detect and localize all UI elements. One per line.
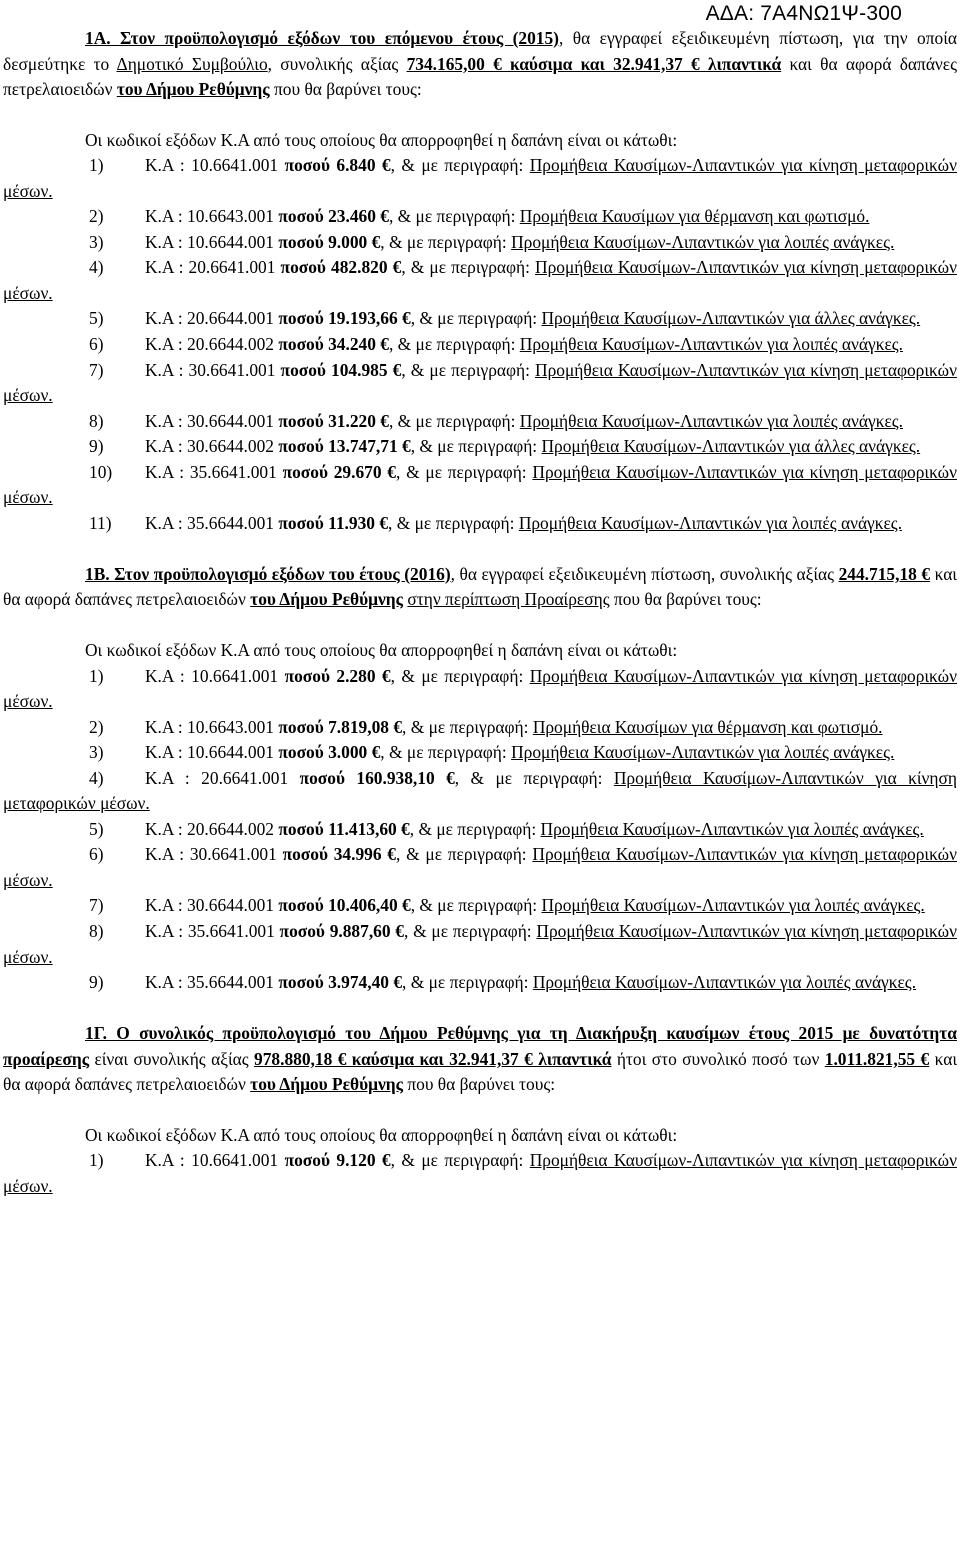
item-code: Κ.Α : 35.6644.001 (145, 512, 274, 533)
section-a-heading (3, 26, 957, 103)
item-description: Προμήθεια Καυσίμων-Λιπαντικών για κίνηση μεταφορικών μέσων. (3, 665, 957, 712)
item-label: , & με περιγραφή: (396, 844, 533, 865)
item-number: 6) (89, 844, 104, 865)
item-label: , & με περιγραφή: (402, 716, 533, 737)
item-amount: ποσού 34.240 € (278, 334, 389, 355)
section-b-intro: Οι κωδικοί εξόδων Κ.Α από τους οποίους θα απορροφηθεί η δαπάνη είναι οι κάτωθι: (85, 639, 678, 660)
item-number: 3) (89, 742, 104, 763)
item-amount: ποσού 9.120 € (284, 1150, 391, 1171)
section-c-list (3, 1148, 957, 1199)
item-code: Κ.Α : 20.6644.002 (145, 334, 274, 355)
item-amount: ποσού 13.747,71 € (278, 436, 411, 457)
item-label: , & με περιγραφή: (404, 921, 537, 941)
item-amount: ποσού 29.670 € (282, 461, 396, 482)
item-label: , & με περιγραφή: (388, 206, 520, 227)
budget-code-item (3, 255, 957, 306)
item-number: 5) (89, 308, 104, 329)
item-label: , & με περιγραφή: (402, 972, 533, 993)
item-code: Κ.Α : 20.6641.001 (145, 767, 289, 788)
budget-code-item (3, 230, 957, 256)
item-label: , & με περιγραφή: (410, 436, 542, 457)
item-label: , & με περιγραφή: (380, 742, 512, 763)
section-c-text: και θα αφορά δαπάνες πετρελαιοειδών (3, 1048, 958, 1095)
item-code: Κ.Α : 10.6644.001 (145, 742, 274, 763)
item-label: , & με περιγραφή: (390, 155, 530, 176)
item-amount: ποσού 7.819,08 € (278, 716, 403, 737)
item-amount: ποσού 2.280 € (284, 665, 391, 686)
section-b-list (3, 664, 957, 996)
option-clause: στην περίπτωση Προαίρεσης (407, 589, 610, 610)
item-amount: ποσού 104.985 € (280, 359, 402, 380)
item-label: , & με περιγραφή: (410, 895, 542, 916)
item-code: Κ.Α : 10.6641.001 (145, 1150, 279, 1171)
item-number: 6) (89, 334, 104, 355)
budget-code-item (3, 893, 957, 919)
item-number: 7) (89, 359, 104, 380)
budget-code-item (3, 817, 957, 843)
section-c-text: που θα βαρύνει τους: (403, 1074, 556, 1095)
section-a-text: και θα αφορά δαπάνες πετρελαιοειδών (3, 53, 957, 100)
budget-code-item (3, 204, 957, 230)
item-label: , & με περιγραφή: (390, 665, 530, 686)
item-amount: ποσού 34.996 € (282, 844, 396, 865)
budget-code-item (3, 153, 957, 204)
item-amount: ποσού 23.460 € (278, 206, 389, 227)
budget-code-item (3, 1148, 957, 1199)
item-code: Κ.Α : 20.6644.002 (145, 818, 274, 839)
budget-code-item (3, 842, 957, 893)
section-b-title: 1Β. Στον προϋπολογισμό εξόδων του έτους (2016) (85, 563, 451, 584)
item-label: , & με περιγραφή: (401, 257, 536, 278)
item-description: Προμήθεια Καυσίμων-Λιπαντικών για λοιπές ανάγκες. (519, 334, 903, 355)
budget-code-item (3, 740, 957, 766)
item-number: 11) (89, 512, 112, 533)
item-description: Προμήθεια Καυσίμων-Λιπαντικών για κίνηση μεταφορικών μέσων. (3, 921, 957, 967)
item-description: Προμήθεια Καυσίμων-Λιπαντικών για κίνηση μεταφορικών μέσων. (3, 155, 957, 201)
section-c-grand-total: 1.011.821,55 € (824, 1048, 930, 1069)
item-description: Προμήθεια Καυσίμων-Λιπαντικών για κίνηση μεταφορικών μέσων. (3, 461, 957, 508)
item-amount: ποσού 3.000 € (278, 742, 381, 763)
item-label: , & με περιγραφή: (409, 818, 541, 839)
item-description: Προμήθεια Καυσίμων-Λιπαντικών για λοιπές ανάγκες. (519, 410, 903, 431)
item-number: 2) (89, 206, 104, 227)
section-a-fuel-total: 734.165,00 € καύσιμα και 32.941,37 € λιπαντικά (406, 53, 782, 74)
item-number: 1) (89, 155, 104, 176)
item-number: 8) (89, 921, 104, 941)
item-label: , & με περιγραφή: (410, 308, 542, 329)
item-code: Κ.Α : 35.6644.001 (145, 972, 274, 993)
item-code: Κ.Α : 10.6641.001 (145, 155, 279, 176)
budget-code-item (3, 358, 957, 409)
item-description: Προμήθεια Καυσίμων-Λιπαντικών για κίνηση μεταφορικών μέσων. (3, 359, 957, 406)
item-amount: ποσού 31.220 € (278, 410, 389, 431)
item-code: Κ.Α : 10.6644.001 (145, 231, 274, 252)
item-label: , & με περιγραφή: (388, 410, 520, 431)
section-a-text: , θα εγγραφεί εξειδικευμένη πίστωση, για την οποία δεσμεύτηκε το (3, 28, 957, 74)
item-description: Προμήθεια Καυσίμων-Λιπαντικών για άλλες ανάγκες. (541, 436, 921, 457)
council-name: Δημοτικό Συμβούλιο (116, 53, 268, 74)
item-description: Προμήθεια Καυσίμων για θέρμανση και φωτισμό. (519, 206, 870, 227)
item-code: Κ.Α : 30.6644.001 (145, 895, 274, 916)
section-c-heading (3, 1021, 957, 1098)
item-code: Κ.Α : 10.6643.001 (145, 206, 274, 227)
item-code: Κ.Α : 10.6641.001 (145, 665, 279, 686)
item-label: , & με περιγραφή: (454, 767, 614, 788)
budget-code-item (3, 766, 957, 817)
item-amount: ποσού 6.840 € (284, 155, 391, 176)
budget-code-item (3, 434, 957, 460)
item-amount: ποσού 9.887,60 € (279, 921, 405, 941)
item-amount: ποσού 11.413,60 € (278, 818, 410, 839)
item-amount: ποσού 482.820 € (280, 257, 402, 278)
section-b-total: 244.715,18 € (838, 563, 931, 584)
municipality-name: του Δήμου Ρεθύμνης (250, 1074, 404, 1095)
item-number: 3) (89, 231, 104, 252)
item-code: Κ.Α : 20.6641.001 (145, 257, 276, 278)
section-b-heading (3, 562, 957, 613)
item-number: 7) (89, 895, 104, 916)
section-c-text: ήτοι στο συνολικό ποσό των (611, 1048, 825, 1069)
item-code: Κ.Α : 30.6641.001 (145, 844, 277, 865)
item-code: Κ.Α : 10.6643.001 (145, 716, 274, 737)
item-description: Προμήθεια Καυσίμων-Λιπαντικών για λοιπές ανάγκες. (511, 742, 895, 763)
section-c-intro: Οι κωδικοί εξόδων Κ.Α από τους οποίους θα απορροφηθεί η δαπάνη είναι οι κάτωθι: (85, 1124, 678, 1145)
municipality-name: του Δήμου Ρεθύμνης (116, 79, 270, 100)
item-description: Προμήθεια Καυσίμων-Λιπαντικών για κίνηση μεταφορικών μέσων. (3, 844, 957, 890)
item-amount: ποσού 11.930 € (278, 512, 389, 533)
budget-code-item (3, 970, 957, 996)
budget-code-item (3, 511, 957, 537)
section-a-text: , συνολικής αξίας (267, 53, 407, 74)
budget-code-item (3, 409, 957, 435)
budget-code-item (3, 332, 957, 358)
item-code: Κ.Α : 20.6644.001 (145, 308, 274, 329)
item-label: , & με περιγραφή: (396, 461, 533, 482)
item-description: Προμήθεια Καυσίμων-Λιπαντικών για λοιπές ανάγκες. (540, 818, 924, 839)
item-amount: ποσού 10.406,40 € (278, 895, 411, 916)
budget-code-item (3, 306, 957, 332)
budget-code-item (3, 664, 957, 715)
section-a-intro: Οι κωδικοί εξόδων Κ.Α από τους οποίους θα απορροφηθεί η δαπάνη είναι οι κάτωθι: (85, 129, 678, 150)
item-code: Κ.Α : 35.6641.001 (145, 921, 275, 941)
item-number: 4) (89, 257, 104, 278)
section-a-list (3, 153, 957, 536)
item-label: , & με περιγραφή: (388, 512, 519, 533)
budget-code-item (3, 460, 957, 511)
item-label: , & με περιγραφή: (390, 1150, 530, 1171)
section-b-text: και θα αφορά δαπάνες πετρελαιοειδών (3, 563, 957, 610)
item-code: Κ.Α : 35.6641.001 (145, 461, 277, 482)
section-a-text: που θα βαρύνει τους: (269, 79, 422, 100)
document-body (3, 26, 957, 1199)
item-description: Προμήθεια Καυσίμων-Λιπαντικών για λοιπές ανάγκες. (532, 972, 917, 993)
section-c-title: 1Γ. Ο συνολικός προϋπολογισμό του Δήμου Ρεθύμνης για τη Διακήρυξη καυσίμων έτους 2015 με δυνατότητα προαίρεσης (3, 1023, 957, 1069)
item-code: Κ.Α : 30.6644.002 (145, 436, 274, 457)
item-number: 8) (89, 410, 104, 431)
item-description: Προμήθεια Καυσίμων για θέρμανση και φωτισμό. (532, 716, 883, 737)
budget-code-item (3, 919, 957, 970)
municipality-name: του Δήμου Ρεθύμνης (250, 589, 404, 610)
section-b-text: που θα βαρύνει τους: (609, 589, 762, 610)
item-code: Κ.Α : 30.6641.001 (145, 359, 276, 380)
item-number: 2) (89, 716, 104, 737)
item-number: 1) (89, 1150, 104, 1171)
item-number: 1) (89, 665, 104, 686)
item-amount: ποσού 3.974,40 € (278, 972, 403, 993)
ada-code: ΑΔΑ: 7Α4ΝΩ1Ψ-300 (705, 2, 902, 25)
item-label: , & με περιγραφή: (401, 359, 536, 380)
item-amount: ποσού 19.193,66 € (278, 308, 411, 329)
section-b-text: , θα εγγραφεί εξειδικευμένη πίστωση, συνολικής αξίας (450, 563, 839, 584)
section-c-text: είναι συνολικής αξίας (89, 1048, 255, 1069)
item-description: Προμήθεια Καυσίμων-Λιπαντικών για λοιπές ανάγκες. (518, 512, 903, 533)
item-description: Προμήθεια Καυσίμων-Λιπαντικών για λοιπές ανάγκες. (511, 231, 895, 252)
item-number: 9) (89, 436, 104, 457)
item-number: 9) (89, 972, 104, 993)
item-description: Προμήθεια Καυσίμων-Λιπαντικών για άλλες ανάγκες. (541, 308, 921, 329)
item-amount: ποσού 9.000 € (278, 231, 381, 252)
item-label: , & με περιγραφή: (380, 231, 512, 252)
item-description: Προμήθεια Καυσίμων-Λιπαντικών για κίνηση μεταφορικών μέσων. (3, 257, 957, 303)
item-description: Προμήθεια Καυσίμων-Λιπαντικών για λοιπές ανάγκες. (541, 895, 925, 916)
item-amount: ποσού 160.938,10 € (299, 767, 455, 788)
item-code: Κ.Α : 30.6644.001 (145, 410, 274, 431)
budget-code-item (3, 715, 957, 741)
item-label: , & με περιγραφή: (388, 334, 520, 355)
section-a-title: 1Α. Στον προϋπολογισμό εξόδων του επόμενου έτους (2015) (85, 28, 559, 48)
item-number: 4) (89, 767, 104, 788)
item-description: Προμήθεια Καυσίμων-Λιπαντικών για κίνηση μεταφορικών μέσων. (3, 1150, 957, 1196)
item-number: 10) (89, 461, 113, 482)
item-description: Προμήθεια Καυσίμων-Λιπαντικών για κίνηση μεταφορικών μέσων. (3, 767, 957, 814)
section-c-fuel-total: 978.880,18 € καύσιμα και 32.941,37 € λιπαντικά (254, 1048, 612, 1069)
item-number: 5) (89, 818, 104, 839)
